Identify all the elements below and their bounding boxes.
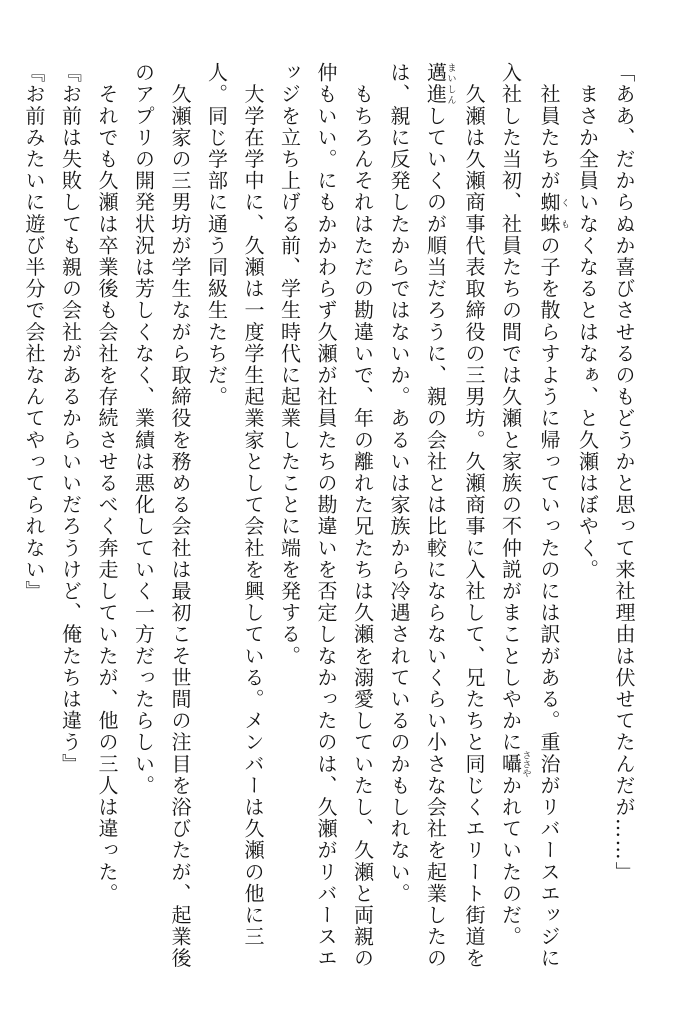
ruby-reading: ささや [520,750,531,778]
ruby-base: 邁進 [423,62,448,106]
text-line: 大学在学中に、久瀬は一度学生起業家として会社を興している。メンバーは久瀬の他に三 [241,62,265,948]
text-line: ッジを立ち上げる前、学生時代に起業したことに端を発する。 [277,62,302,667]
text-line [492,62,531,982]
vertical-text-body [16,62,643,982]
ruby-word [537,191,569,235]
ruby-base: 囁 [498,750,523,778]
text-segment: 入社した当初、社員たちの間では久瀬と家族の不仲説がまことしやかに [498,62,523,754]
text-line: 仲もいい。にもかかわらず久瀬が社員たちの勘違いを否定しなかったのは、久瀬がリバースエ [314,62,338,970]
text-line [531,62,570,982]
text-line: 『お前みたいに遊び半分で会社なんてやってられない』 [22,62,46,602]
text-line: まさか全員いなくなるとはなぁ、と久瀬はぼやく。 [575,62,600,581]
text-segment: していくのが順当だろうに、親の会社とは比較にならないくらい小さな会社を起業したの [423,105,448,970]
text-line [417,62,456,982]
ruby-word [423,62,456,106]
text-line: のアプリの開発状況は芳しくなく、業績は悪化していく一方だったらしい。 [131,62,156,797]
ruby-base: 蜘蛛 [537,191,561,235]
text-line: は、親に反発したからではないか。あるいは家族から冷遇されているのかもしれない。 [387,62,411,905]
text-line: それでも久瀬は卒業後も会社を存続させるべく奔走していたが、他の三人は違った。 [95,62,119,905]
ruby-reading: くも [559,191,569,235]
text-line: 久瀬は久瀬商事代表取締役の三男坊。久瀬商事に入社して、兄たちと同じくエリート街道を [462,62,486,970]
text-line: 久瀬家の三男坊が学生ながら取締役を務める会社は最初こそ世間の注目を浴びたが、起業後 [168,62,192,970]
text-segment: 社員たちが [537,62,561,192]
text-segment: かれていたのだ。 [498,774,523,948]
ruby-reading: まいしん [445,62,456,106]
text-segment: の子を散らすように帰っていったのには訳がある。重治がリバースエッジに [537,234,561,970]
text-line: もちろんそれはただの勘違いで、年の離れた兄たちは久瀬を溺愛していたし、久瀬と両親の [350,62,375,970]
ruby-word [498,750,531,778]
text-line: 人。同じ学部に通う同級生たちだ。 [204,62,229,408]
text-line: 「ああ、だからぬか喜びさせるのもどうかと思って来社理由は伏せてたんだが……」 [612,62,636,883]
text-line: 『お前は失敗しても親の会社があるからいいだろうけど、俺たちは違う』 [58,62,83,775]
